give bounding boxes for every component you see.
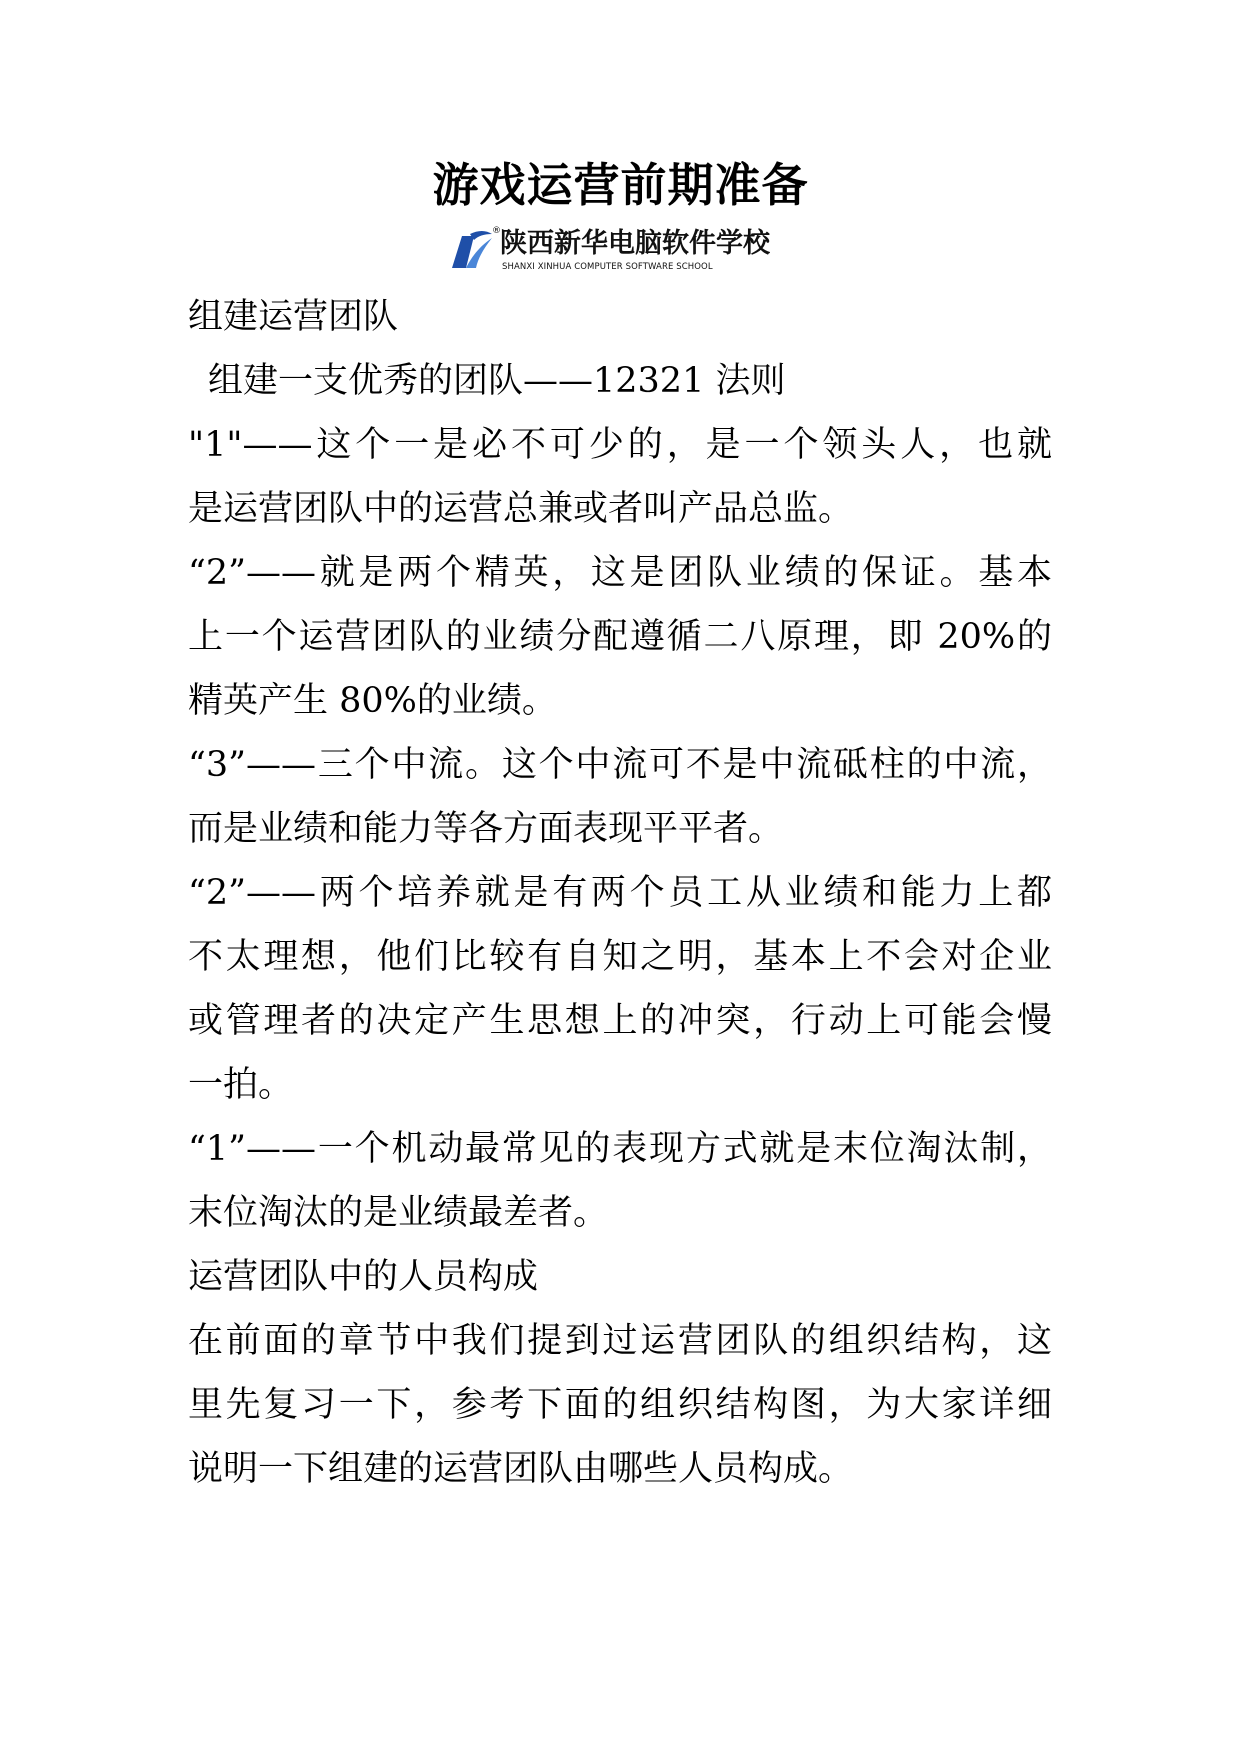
school-logo <box>448 226 770 276</box>
paragraph-line: "1"——这个一是必不可少的，是一个领头人，也就 <box>188 425 1052 465</box>
paragraph-line: 在前面的章节中我们提到过运营团队的组织结构，这 <box>188 1321 1052 1361</box>
paragraph-line: 说明一下组建的运营团队由哪些人员构成。 <box>188 1449 854 1489</box>
page-title: 游戏运营前期准备 <box>432 158 809 212</box>
paragraph-line: 精英产生 80%的业绩。 <box>188 681 557 721</box>
paragraph-line: 而是业绩和能力等各方面表现平平者。 <box>188 809 784 849</box>
logo-emblem-icon <box>448 228 496 272</box>
document-body <box>188 285 1058 1501</box>
logo-registered-mark: ® <box>492 226 501 236</box>
paragraph-line: 上一个运营团队的业绩分配遵循二八原理，即 20%的 <box>188 617 1052 657</box>
section-heading: 运营团队中的人员构成 <box>188 1257 539 1297</box>
section-heading: 组建运营团队 <box>188 297 399 337</box>
paragraph-line: “2”——两个培养就是有两个员工从业绩和能力上都 <box>188 873 1052 913</box>
paragraph-line: “3”——三个中流。这个中流可不是中流砥柱的中流， <box>188 745 1052 785</box>
paragraph-line: 组建一支优秀的团队——12321 法则 <box>208 361 786 401</box>
paragraph-line: “2”——就是两个精英，这是团队业绩的保证。基本 <box>188 553 1052 593</box>
paragraph-line: 不太理想，他们比较有自知之明，基本上不会对企业 <box>188 937 1052 977</box>
paragraph-line: 一拍。 <box>188 1065 294 1105</box>
paragraph-line: 或管理者的决定产生思想上的冲突，行动上可能会慢 <box>188 1001 1052 1041</box>
logo-school-name-en: SHANXI XINHUA COMPUTER SOFTWARE SCHOOL <box>502 262 713 272</box>
paragraph-line: 是运营团队中的运营总兼或者叫产品总监。 <box>188 489 854 529</box>
paragraph-line: “1”——一个机动最常见的表现方式就是末位淘汰制， <box>188 1129 1052 1169</box>
paragraph-line: 里先复习一下，参考下面的组织结构图，为大家详细 <box>188 1385 1052 1425</box>
logo-school-name-cn: 陕西新华电脑软件学校 <box>500 228 770 259</box>
paragraph-line: 末位淘汰的是业绩最差者。 <box>188 1193 609 1233</box>
